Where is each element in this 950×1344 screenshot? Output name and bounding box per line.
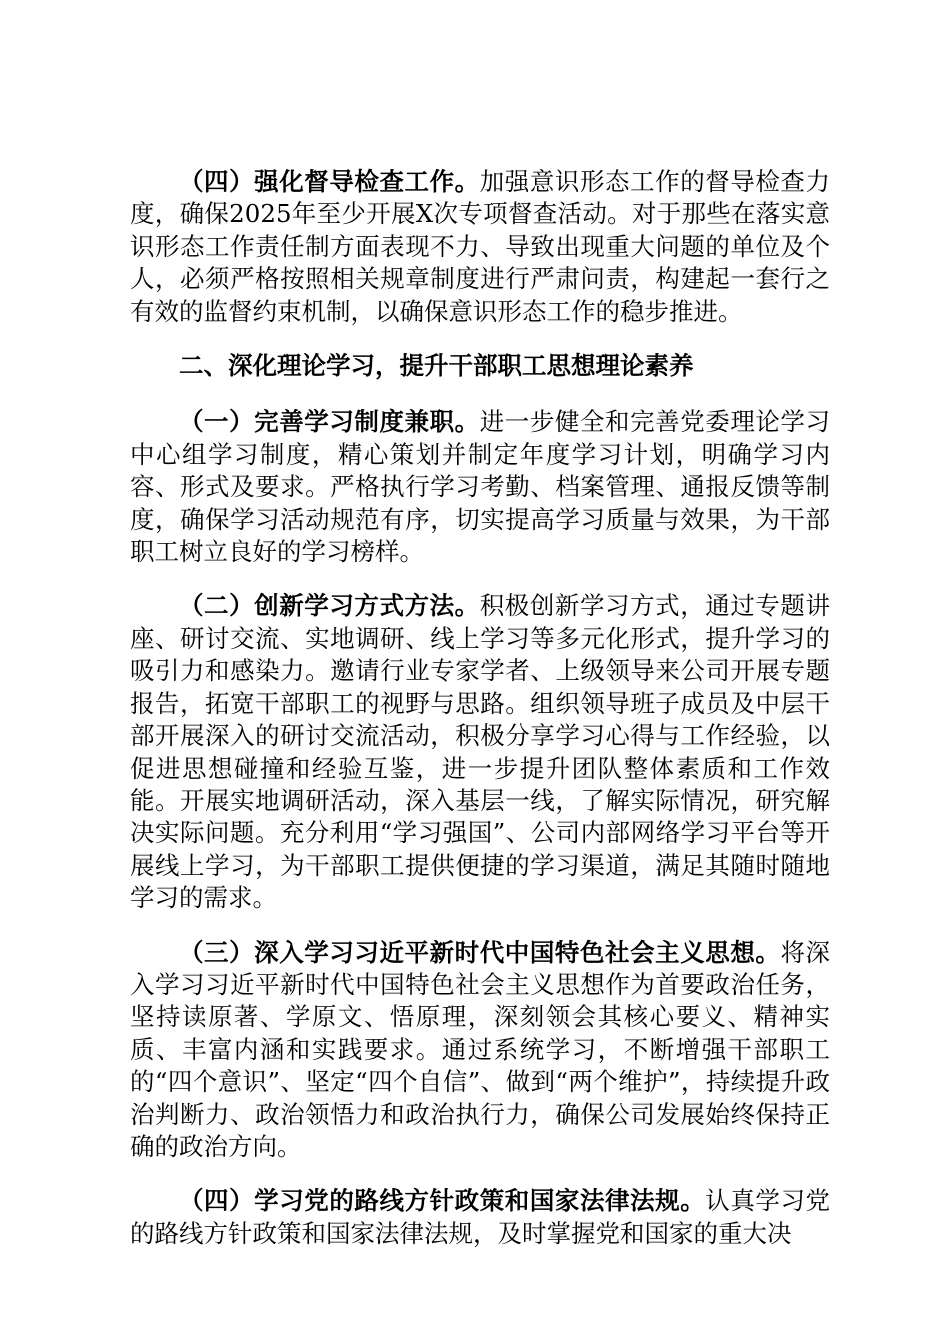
paragraph-study-thought bbox=[130, 937, 830, 1164]
section-heading: 二、深化理论学习，提升干部职工思想理论素养 bbox=[179, 351, 694, 381]
paragraph-supervision bbox=[130, 166, 830, 328]
paragraph-lead: （四）学习党的路线方针政策和国家法律法规。 bbox=[179, 1186, 706, 1216]
document-page bbox=[130, 166, 830, 1272]
paragraph-lead: （四）强化督导检查工作。 bbox=[179, 167, 480, 196]
paragraph-study-system bbox=[130, 406, 830, 568]
paragraph-body: 进一步健全和完善党委理论学习中心组学习制度，精心策划并制定年度学习计划，明确学习内容、形式及要求。严格执行学习考勤、档案管理、通报反馈等制度，确保学习活动规范有序，切实提高学习质量与效果，为干部职工树立良好的学习榜样。 bbox=[130, 407, 830, 567]
paragraph-body: 认真学习党的路线方针政策和国家法律法规，及时掌握党和国家的重大决 bbox=[130, 1186, 831, 1248]
paragraph-body: 将深入学习习近平新时代中国特色社会主义思想作为首要政治任务，坚持读原著、学原文、悟原理，深刻领会其核心要义、精神实质、丰富内涵和实践要求。通过系统学习，不断增强干部职工的“四个意识”、坚定“四个自信”、做到“两个维护”，持续提升政治判断力、政治领悟力和政治执行力，确保公司发展始终保持正确的政治方向。 bbox=[130, 937, 830, 1161]
paragraph-body: 积极创新学习方式，通过专题讲座、研讨交流、实地调研、线上学习等多元化形式，提升学习的吸引力和感染力。邀请行业专家学者、上级领导来公司开展专题报告，拓宽干部职工的视野与思路。组织领导班子成员及中层干部开展深入的研讨交流活动，积极分享学习心得与工作经验，以促进思想碰撞和经验互鉴，进一步提升团队整体素质和工作效能。开展实地调研活动，深入基层一线，了解实际情况，研究解决实际问题。充分利用“学习强国”、公司内部网络学习平台等开展线上学习，为干部职工提供便捷的学习渠道，满足其随时随地学习的需求。 bbox=[130, 591, 830, 913]
paragraph-study-methods bbox=[130, 590, 830, 914]
paragraph-study-policy bbox=[130, 1185, 830, 1250]
paragraph-lead: （二）创新学习方式方法。 bbox=[179, 591, 480, 621]
paragraph-body: 加强意识形态工作的督导检查力度，确保2025年至少开展X次专项督查活动。对于那些在落实意识形态工作责任制方面表现不力、导致出现重大问题的单位及个人，必须严格按照相关规章制度进行严肃问责，构建起一套行之有效的监督约束机制，以确保意识形态工作的稳步推进。 bbox=[130, 167, 830, 326]
paragraph-lead: （一）完善学习制度兼职。 bbox=[179, 407, 480, 437]
paragraph-lead: （三）深入学习习近平新时代中国特色社会主义思想。 bbox=[179, 937, 781, 967]
